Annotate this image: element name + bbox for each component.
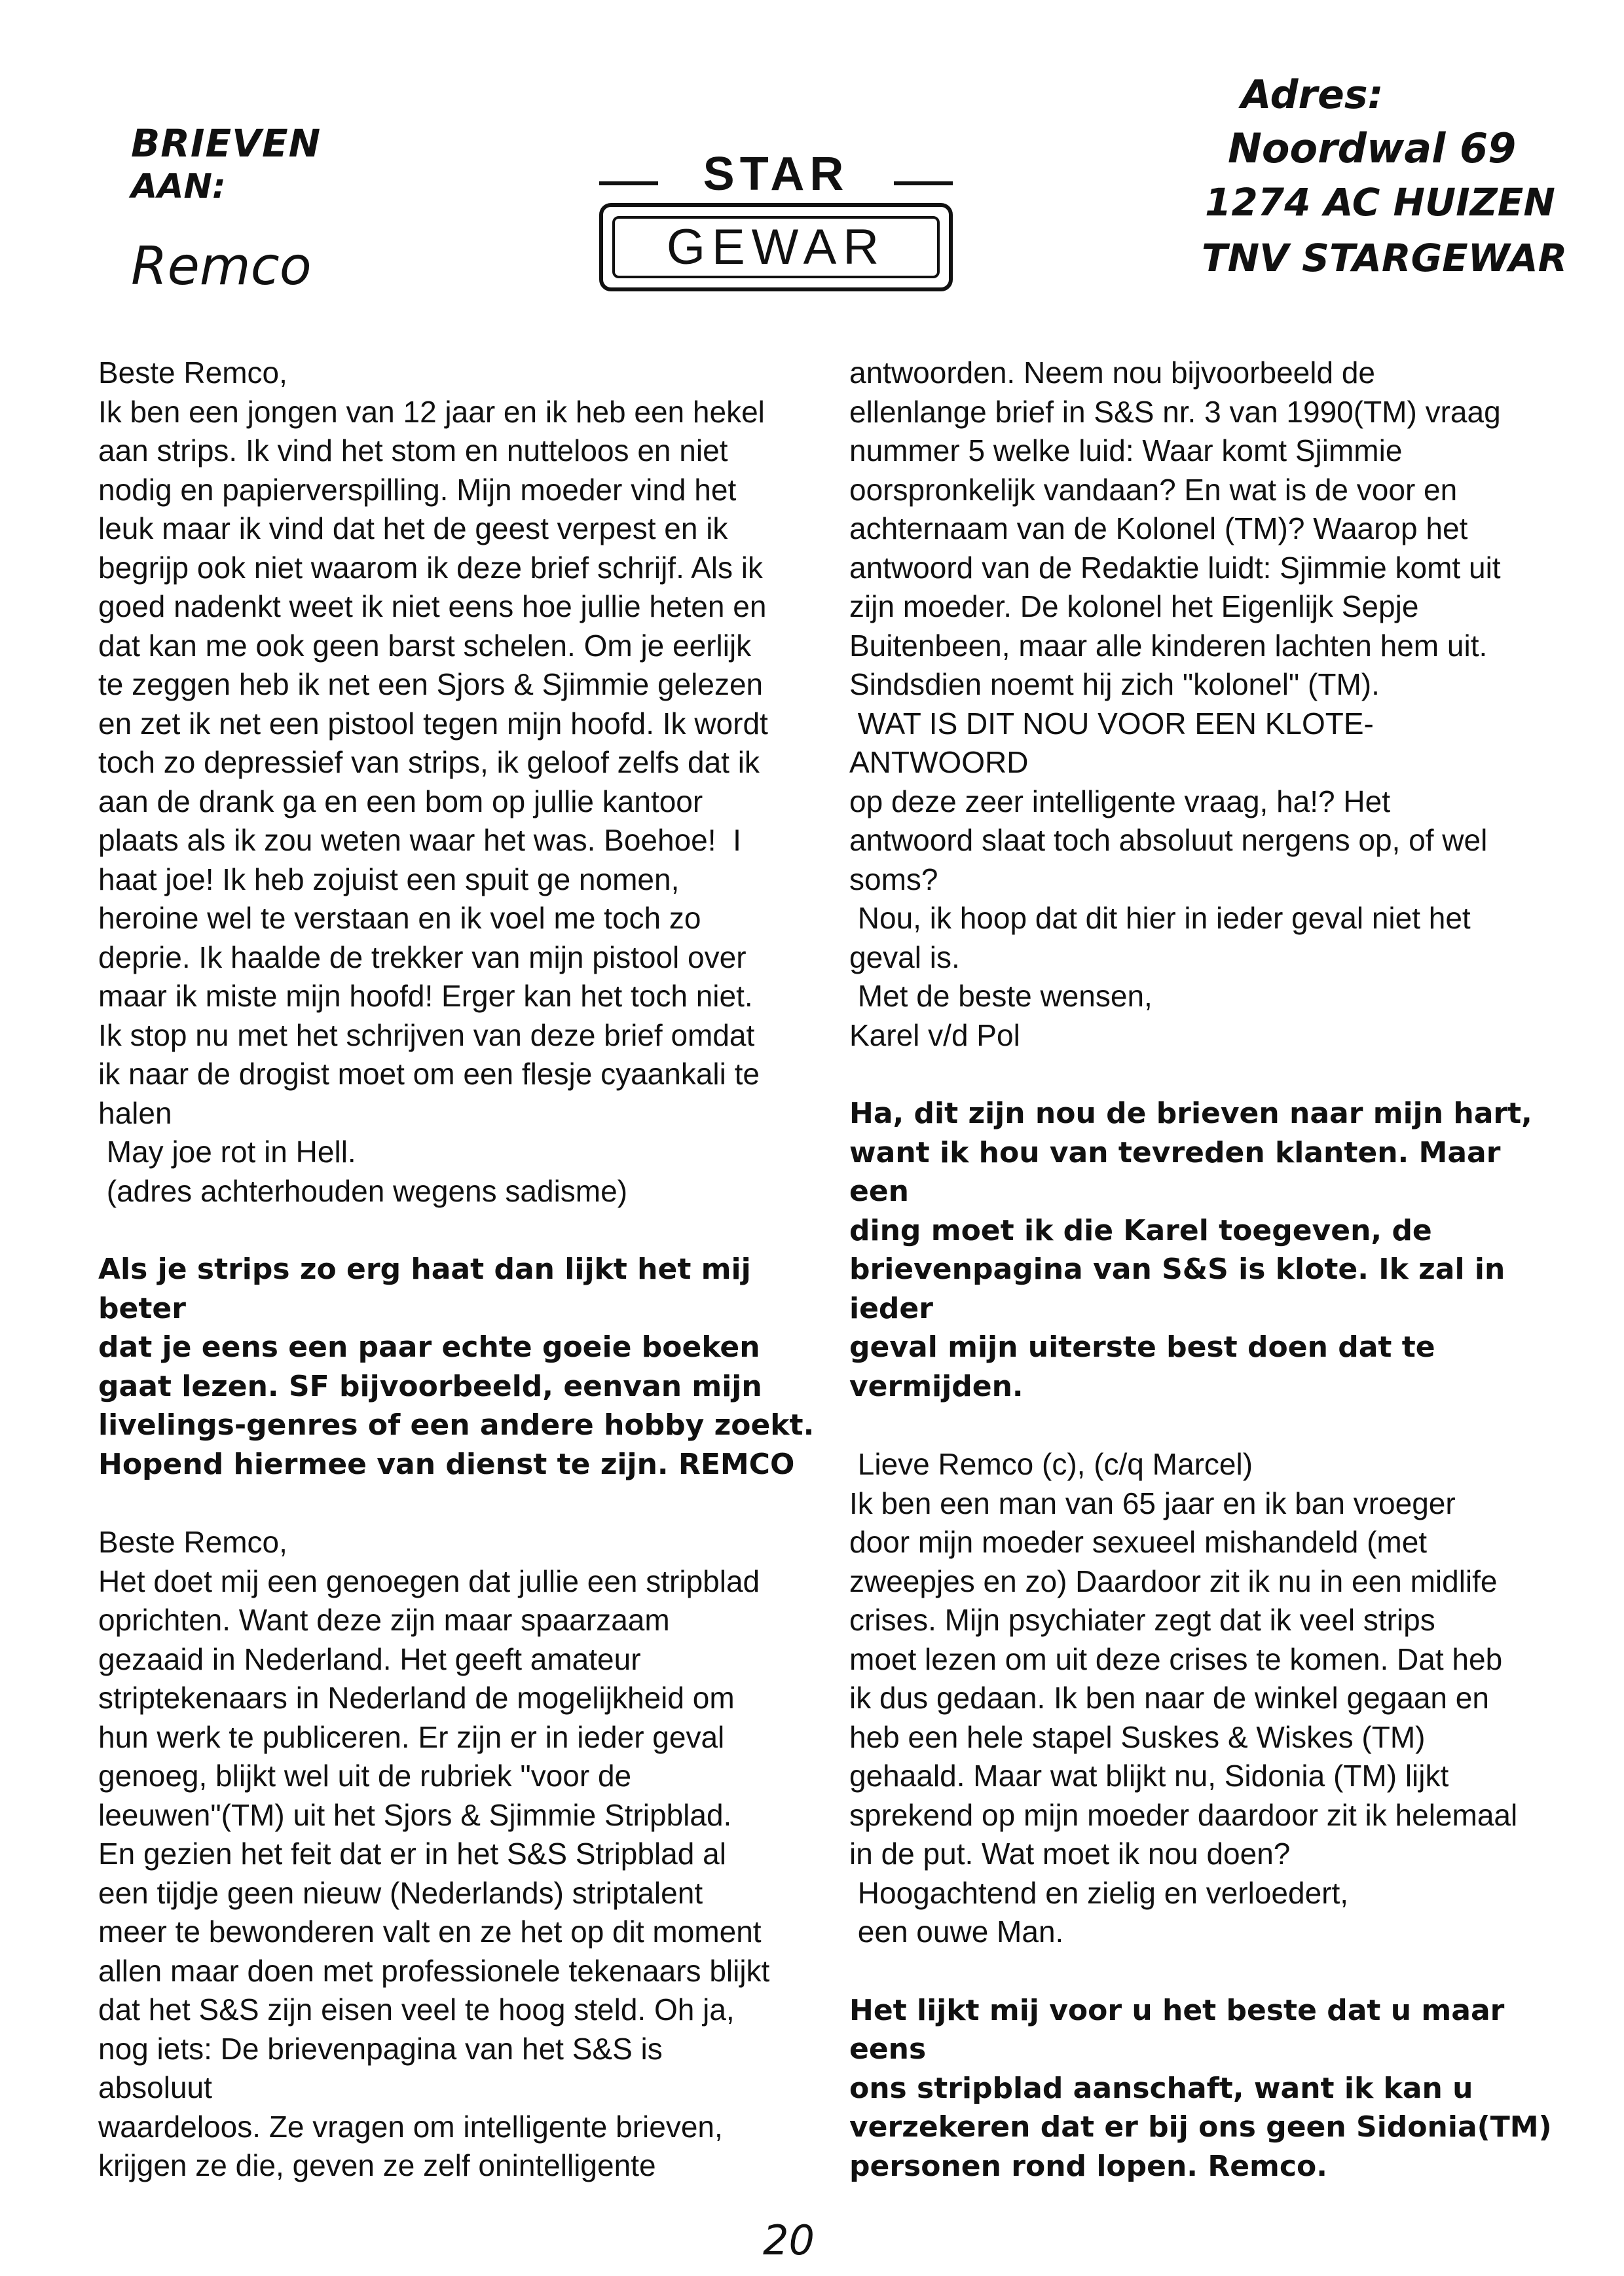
left-column (98, 354, 819, 2186)
header-handwritten-recipient: Remco (131, 236, 312, 297)
address-line-3: 1274 AC HUIZEN (1205, 180, 1555, 225)
stargewar-logo (599, 148, 953, 291)
reply-1: Als je strips zo erg haat dan lijkt het mij beter dat je eens een paar echte goeie boeken gaat lezen. SF bijvoorbeeld, eenvan mijn livelings-genres of een andere hobby zoekt. Hopend hiermee van dienst te zijn. REMCO (98, 1253, 815, 1481)
header-handwritten-line-1: BRIEVEN (131, 121, 322, 166)
page-number: 20 (763, 2216, 815, 2264)
address-line-2: Noordwal 69 (1228, 124, 1517, 172)
letter-2-continued: antwoorden. Neem nou bijvoorbeeld de ellenlange brief in S&S nr. 3 van 1990(TM) vraag nummer 5 welke luid: Waar komt Sjimmie oorspronkelijk vandaan? En wat is de voor en achternaam van de Kolonel (TM)? Waarop het antwoord van de Redaktie luidt: Sjimmie komt uit zijn moeder. De kolonel het Eigenlijk Sepje Buitenbeen, maar alle kinderen lachten hem uit. Sindsdien noemt hij zich "kolonel" (TM). WAT IS DIT NOU VOOR EEN KLOTE- ANTWOORD op deze zeer intelligente vraag, ha!? Het antwoord slaat toch absoluut nergens op, of wel soms? Nou, ik hoop dat dit hier in ieder geval niet het geval is. Met de beste wensen, Karel v/d Pol (849, 356, 1501, 1052)
logo-box (599, 203, 953, 291)
reply-3: Het lijkt mij voor u het beste dat u maar eens ons stripblad aanschaft, want ik kan u verzekeren dat er bij ons geen Sidonia(TM) personen rond lopen. Remco. (849, 1993, 1552, 2183)
logo-star-text: STAR (703, 148, 849, 200)
letter-2: Beste Remco, Het doet mij een genoegen dat jullie een stripblad oprichten. Want deze zijn maar spaarzaam gezaaid in Nederland. Het geeft amateur striptekenaars in Nederland de mogelijkheid om hun werk te publiceren. Er zijn er in ieder geval genoeg, blijkt wel uit de rubriek "voor de leeuwen"(TM) uit het Sjors & Sjimmie Stripblad. En gezien het feit dat er in het S&S Stripblad al een tijdje geen nieuw (Nederlands) striptalent meer te bewonderen valt en ze het op dit moment allen maar doen met professionele tekenaars blijkt dat het S&S zijn eisen veel te hoog steld. Oh ja, nog iets: De brievenpagina van het S&S is absoluut waardeloos. Ze vragen om intelligente brieven, krijgen ze die, geven ze zelf onintelligente (98, 1525, 770, 2182)
address-line-1: Adres: (1241, 72, 1384, 118)
header-handwritten-line-2: AAN: (131, 167, 226, 206)
letter-1: Beste Remco, Ik ben een jongen van 12 jaar en ik heb een hekel aan strips. Ik vind het stom en nutteloos en niet nodig en papierverspilling. Mijn moeder vind het leuk maar ik vind dat het de geest verpest en ik begrijp ook niet waarom ik deze brief schrijf. Als ik goed nadenkt weet ik niet eens hoe jullie heten en dat kan me ook geen barst schelen. Om je eerlijk te zeggen heb ik net een Sjors & Sjimmie gelezen en zet ik net een pistool tegen mijn hoofd. Ik wordt toch zo depressief van strips, ik geloof zelfs dat ik aan de drank ga en een bom op jullie kantoor plaats als ik zou weten waar het was. Boehoe! I haat joe! Ik heb zojuist een spuit ge nomen, heroine wel te verstaan en ik voel me toch zo deprie. Ik haalde de trekker van mijn pistool over maar ik miste mijn hoofd! Erger kan het toch niet. Ik stop nu met het schrijven van deze brief omdat ik naar de drogist moet om een flesje cyaankali te halen May joe rot in Hell. (adres achterhouden wegens sadisme) (98, 356, 768, 1208)
letter-3: Lieve Remco (c), (c/q Marcel) Ik ben een man van 65 jaar en ik ban vroeger door mijn moeder sexueel mishandeld (met zweepjes en zo) Daardoor zit ik nu in een midlife crises. Mijn psychiater zegt dat ik veel strips moet lezen om uit deze crises te komen. Dat heb ik dus gedaan. Ik ben naar de winkel gegaan en heb een hele stapel Suskes & Wiskes (TM) gehaald. Maar wat blijkt nu, Sidonia (TM) lijkt sprekend op mijn moeder daardoor zit ik helemaal in de put. Wat moet ik nou doen? Hoogachtend en zielig en verloedert, een ouwe Man. (849, 1447, 1518, 1949)
logo-gewar-text: GEWAR (612, 216, 940, 278)
right-column (849, 354, 1570, 2186)
address-line-4: TNV STARGEWAR (1202, 236, 1568, 280)
reply-2: Ha, dit zijn nou de brieven naar mijn hart, want ik hou van tevreden klanten. Maar een ding moet ik die Karel toegeven, de brievenpagina van S&S is klote. Ik zal in ieder geval mijn uiterste best doen dat te vermijden. (849, 1097, 1532, 1403)
